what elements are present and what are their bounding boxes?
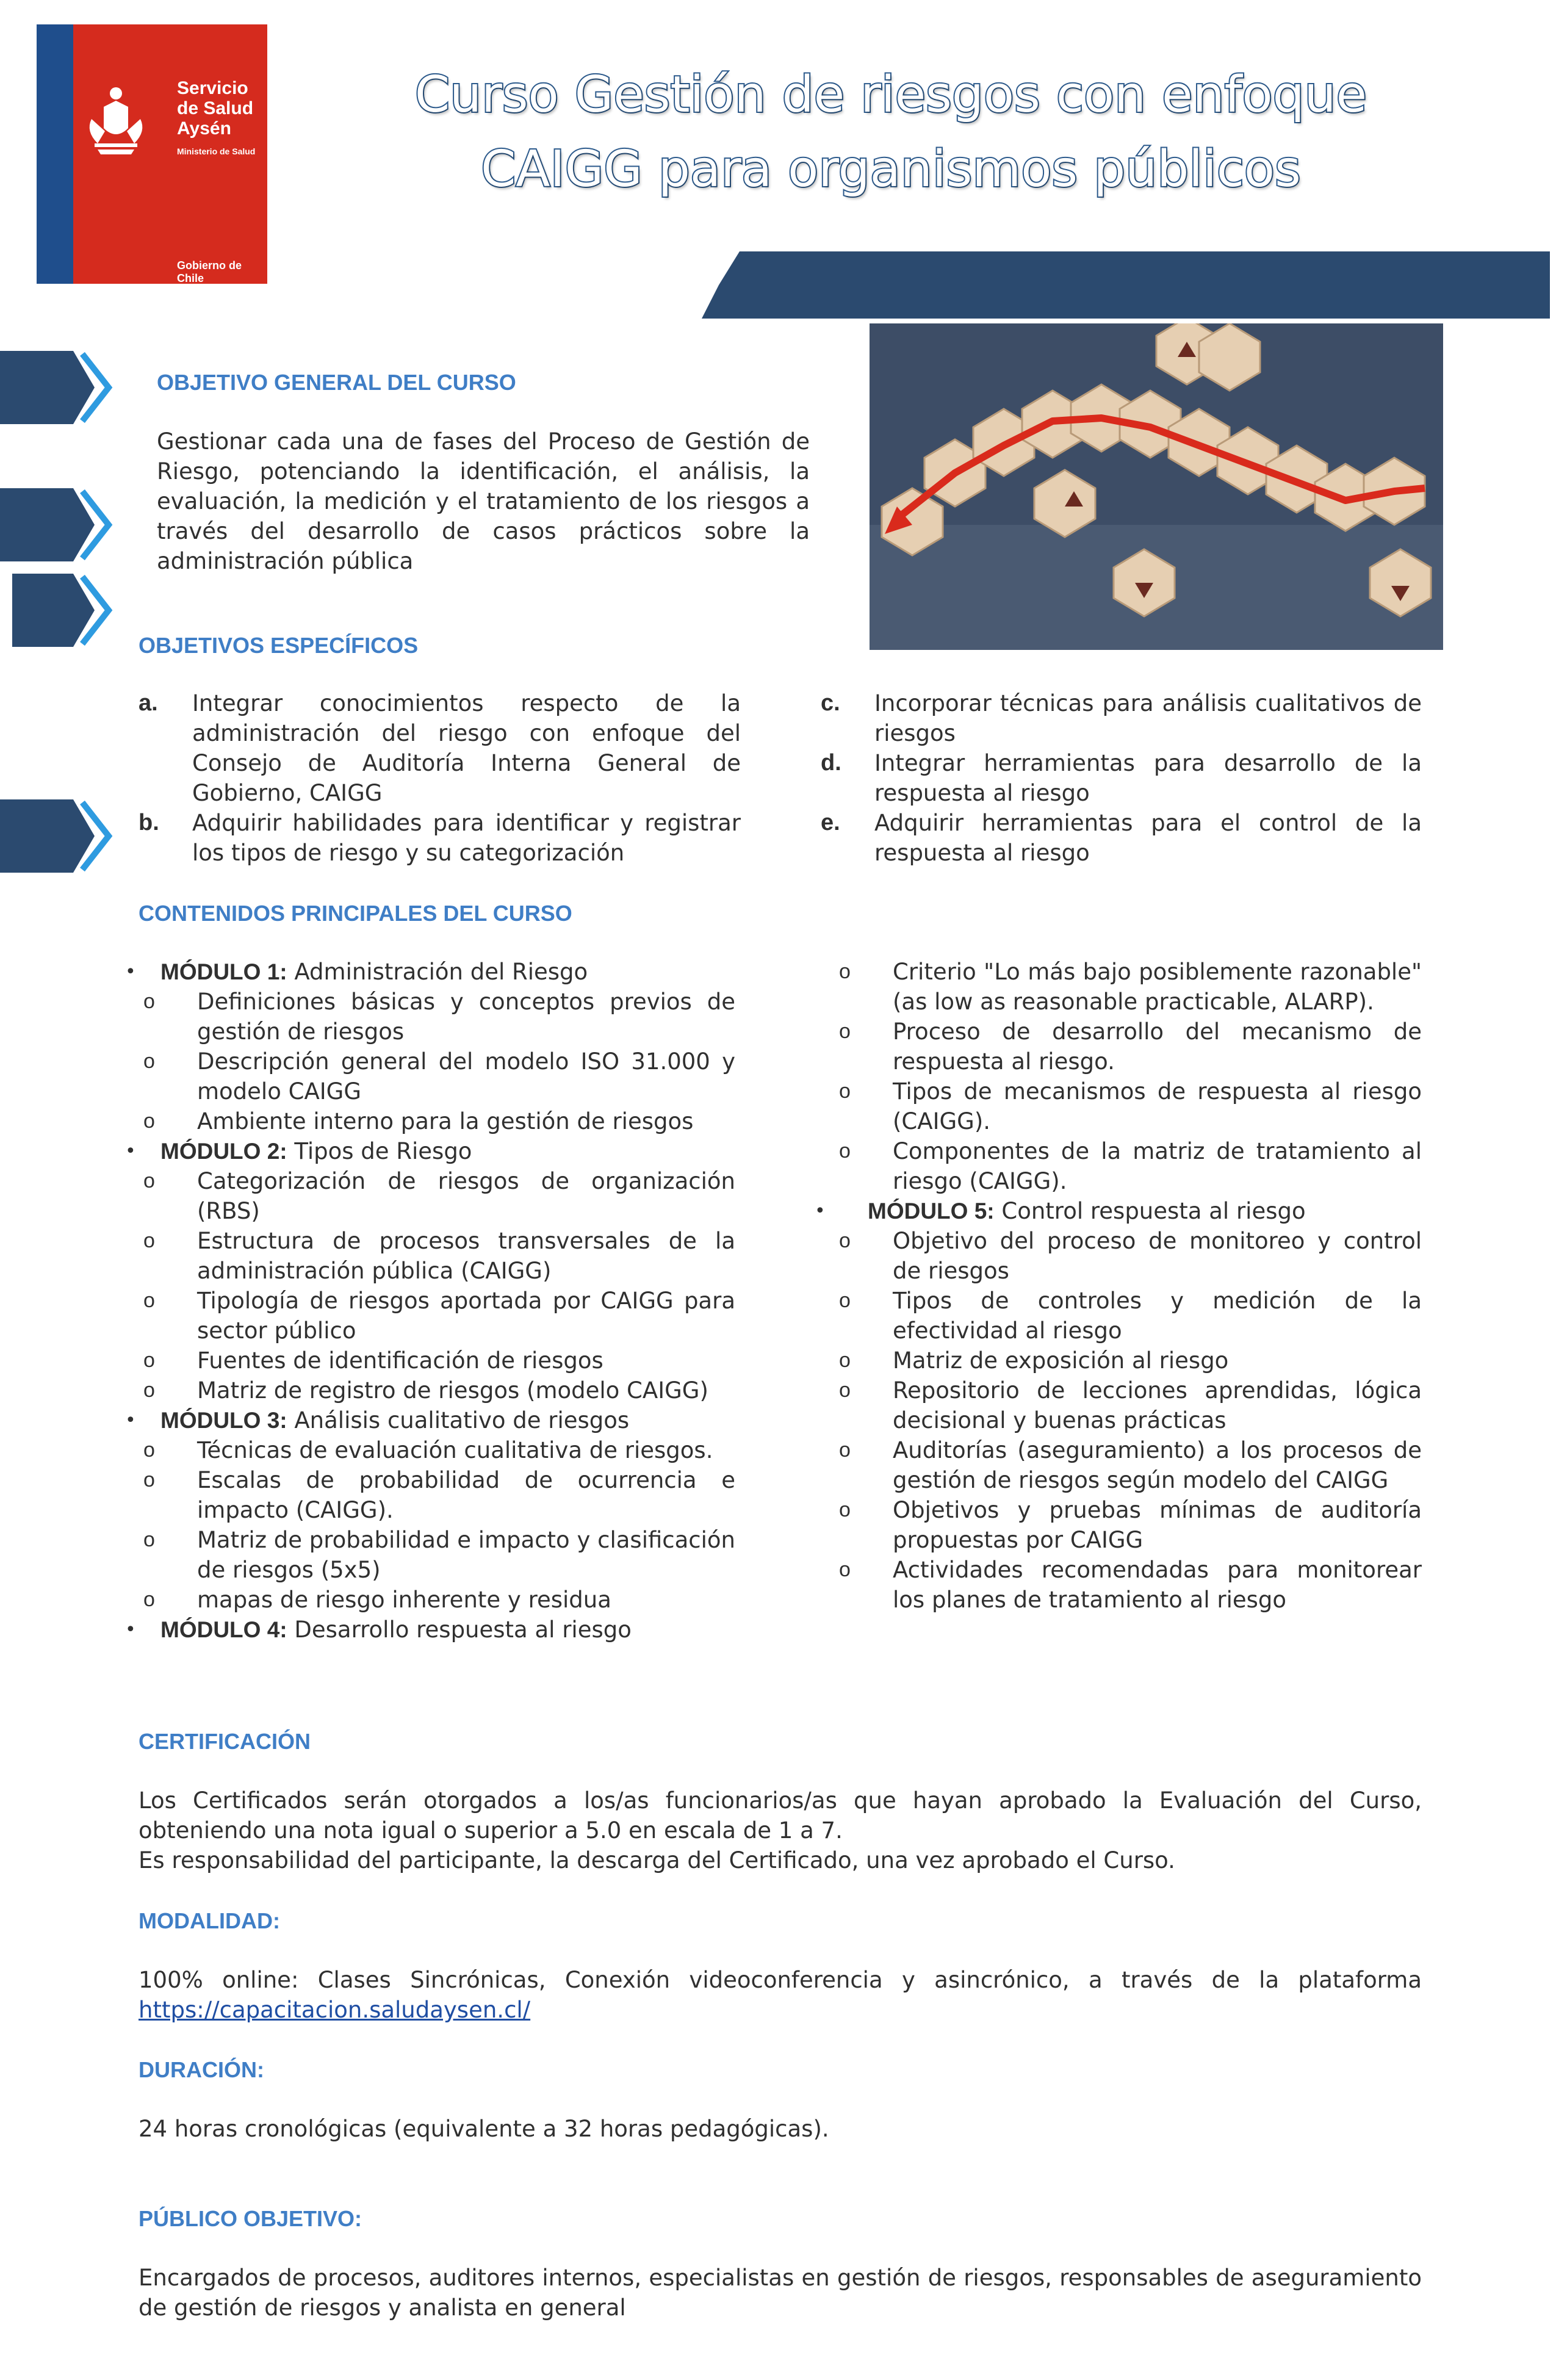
module-subitem: o Tipos de controles y medición de la efectividad al riesgo bbox=[839, 1288, 1422, 1344]
duracion-section bbox=[139, 2057, 1422, 2144]
bullet: • bbox=[125, 1410, 136, 1431]
certificacion-paragraph-1: Los Certificados serán otorgados a los/as funcionarios/as que hayan aprobado la Evaluación del Curso, obteniendo una nota igual o superior a 5.0 en escala de 1 a 7. bbox=[139, 1787, 1422, 1844]
header-band bbox=[702, 251, 1550, 319]
page-title bbox=[342, 58, 1440, 207]
module-subitem: o Estructura de procesos transversales de la administración pública (CAIGG) bbox=[143, 1228, 735, 1284]
logo-name: Servicio de Salud Aysén bbox=[177, 78, 254, 139]
title-line-1: Curso Gestión de riesgos con enfoque bbox=[414, 66, 1367, 124]
objetivo-general-text: Gestionar cada una de fases del Proceso de Gestión de Riesgo, potenciando la identificación, el análisis, la evaluación, la medición y el tratamiento de los riesgos a través del desarrollo de casos prácticos sobre la administración pública bbox=[157, 428, 810, 574]
module-subitem: o Auditorías (aseguramiento) a los procesos de gestión de riesgos según modelo del CAIGG bbox=[839, 1437, 1422, 1493]
module-subitem: o Matriz de exposición al riesgo bbox=[839, 1347, 1229, 1374]
publico-section bbox=[139, 2205, 1422, 2323]
objetivos-especificos-heading: OBJETIVOS ESPECÍFICOS bbox=[139, 633, 419, 658]
module-label: MÓDULO 5: bbox=[868, 1199, 995, 1224]
module-title: Control respuesta al riesgo bbox=[1001, 1198, 1306, 1224]
logo-blue-stripe bbox=[37, 24, 73, 284]
modalidad-section bbox=[139, 1908, 1422, 2025]
platform-link[interactable]: https://capacitacion.saludaysen.cl/ bbox=[139, 1997, 531, 2023]
objetivo-text: Integrar herramientas para desarrollo de la respuesta al riesgo bbox=[874, 750, 1422, 806]
modalidad-text bbox=[139, 1965, 1422, 2025]
module-subitem: o Definiciones básicas y conceptos previos de gestión de riesgos bbox=[143, 989, 735, 1045]
module-title: Desarrollo respuesta al riesgo bbox=[294, 1617, 632, 1643]
chile-crest-icon bbox=[79, 82, 153, 162]
bullet: • bbox=[125, 961, 136, 983]
certificacion-heading: CERTIFICACIÓN bbox=[139, 1729, 311, 1754]
module-subitem: o Matriz de probabilidad e impacto y clasificación de riesgos (5x5) bbox=[143, 1527, 736, 1583]
objetivo-letter: e. bbox=[821, 810, 840, 835]
module-title: Administración del Riesgo bbox=[294, 959, 588, 985]
contenidos-heading: CONTENIDOS PRINCIPALES DEL CURSO bbox=[139, 901, 572, 926]
module-item bbox=[125, 1615, 735, 1645]
contenidos-column-left bbox=[125, 957, 735, 1645]
module-subitem: o Técnicas de evaluación cualitativa de riesgos. bbox=[143, 1437, 713, 1463]
certificacion-text bbox=[139, 1786, 1422, 1875]
objetivos-column-left bbox=[139, 688, 741, 868]
bullet: • bbox=[125, 1141, 136, 1162]
publico-text: Encargados de procesos, auditores internos, especialistas en gestión de riesgos, responsables de aseguramiento de gestión de riesgos y analista en general bbox=[139, 2265, 1422, 2321]
objetivo-item bbox=[139, 808, 741, 868]
module-subitem: o Repositorio de lecciones aprendidas, lógica decisional y buenas prácticas bbox=[839, 1377, 1422, 1433]
module-subitem: o Categorización de riesgos de organización (RBS) bbox=[143, 1168, 735, 1224]
objetivo-letter: b. bbox=[139, 810, 159, 835]
objetivo-text: Incorporar técnicas para análisis cualitativos de riesgos bbox=[874, 690, 1422, 746]
risk-blocks-photo bbox=[870, 323, 1443, 650]
module-subitem: o Proceso de desarrollo del mecanismo de respuesta al riesgo. bbox=[839, 1019, 1422, 1075]
title-line-2: CAIGG para organismos públicos bbox=[481, 140, 1301, 198]
module-subitem: o Componentes de la matriz de tratamiento al riesgo (CAIGG). bbox=[839, 1138, 1422, 1194]
objetivo-item bbox=[821, 688, 1422, 748]
module-subitem: o Criterio "Lo más bajo posiblemente razonable" (as low as reasonable practicable, ALARP). bbox=[839, 959, 1422, 1015]
module-item bbox=[125, 1405, 735, 1435]
module-item bbox=[815, 1196, 1422, 1226]
duracion-heading: DURACIÓN: bbox=[139, 2057, 264, 2082]
logo-servicio-salud-aysen bbox=[37, 24, 267, 284]
modalidad-paragraph: 100% online: Clases Sincrónicas, Conexión videoconferencia y asincrónico, a través de la plataforma bbox=[139, 1967, 1422, 1993]
module-label: MÓDULO 3: bbox=[160, 1408, 287, 1433]
module-label: MÓDULO 4: bbox=[160, 1617, 287, 1642]
module-subitem: o Descripción general del modelo ISO 31.000 y modelo CAIGG bbox=[143, 1048, 735, 1105]
bullet: • bbox=[815, 1200, 826, 1222]
module-item bbox=[125, 1136, 735, 1166]
module-subitem: o Matriz de registro de riesgos (modelo CAIGG) bbox=[143, 1377, 708, 1404]
objetivo-item bbox=[139, 688, 741, 808]
chevron-right-icon bbox=[0, 574, 128, 647]
bullet: • bbox=[125, 1619, 136, 1640]
objetivo-item bbox=[821, 808, 1422, 868]
objetivo-text: Integrar conocimientos respecto de la administración del riesgo con enfoque del Consejo de Auditoría Interna General de Gobierno, CAIGG bbox=[192, 690, 741, 806]
contenidos-column-right bbox=[815, 957, 1422, 1615]
module-label: MÓDULO 2: bbox=[160, 1139, 287, 1164]
module-title: Tipos de Riesgo bbox=[294, 1138, 472, 1164]
certificacion-paragraph-2: Es responsabilidad del participante, la descarga del Certificado, una vez aprobado el Curso. bbox=[139, 1847, 1175, 1873]
module-label: MÓDULO 1: bbox=[160, 959, 287, 984]
module-subitem: o Tipos de mecanismos de respuesta al riesgo (CAIGG). bbox=[839, 1078, 1422, 1134]
module-subitem: o Tipología de riesgos aportada por CAIGG para sector público bbox=[143, 1288, 735, 1344]
certificacion-section bbox=[139, 1728, 1422, 1875]
chevron-right-icon bbox=[0, 351, 128, 424]
objetivo-letter: d. bbox=[821, 750, 841, 776]
chevron-right-icon bbox=[0, 799, 128, 873]
module-subitem: o mapas de riesgo inherente y residua bbox=[143, 1587, 611, 1613]
module-subitem: o Escalas de probabilidad de ocurrencia e impacto (CAIGG). bbox=[143, 1467, 735, 1523]
module-item bbox=[125, 957, 735, 987]
objetivo-letter: a. bbox=[139, 690, 158, 716]
objetivo-general-heading: OBJETIVO GENERAL DEL CURSO bbox=[157, 370, 516, 395]
objetivo-general-section bbox=[157, 369, 810, 576]
objetivo-text: Adquirir herramientas para el control de la respuesta al riesgo bbox=[874, 810, 1422, 866]
objetivos-column-right bbox=[821, 688, 1422, 868]
module-subitem: o Objetivo del proceso de monitoreo y control de riesgos bbox=[839, 1228, 1422, 1284]
module-subitem: o Fuentes de identificación de riesgos bbox=[143, 1347, 603, 1374]
module-subitem: o Objetivos y pruebas mínimas de auditoría propuestas por CAIGG bbox=[839, 1497, 1422, 1553]
objetivo-text: Adquirir habilidades para identificar y registrar los tipos de riesgo y su categorización bbox=[192, 810, 741, 866]
publico-heading: PÚBLICO OBJETIVO: bbox=[139, 2206, 362, 2231]
logo-government: Gobierno de Chile bbox=[177, 259, 242, 284]
objetivo-letter: c. bbox=[821, 690, 840, 716]
objetivo-item bbox=[821, 748, 1422, 808]
duracion-text: 24 horas cronológicas (equivalente a 32 horas pedagógicas). bbox=[139, 2116, 829, 2142]
module-title: Análisis cualitativo de riesgos bbox=[294, 1407, 630, 1433]
chevron-right-icon bbox=[0, 488, 128, 561]
module-subitem: o Ambiente interno para la gestión de riesgos bbox=[143, 1108, 694, 1134]
logo-ministry: Ministerio de Salud bbox=[177, 146, 256, 156]
modalidad-heading: MODALIDAD: bbox=[139, 1908, 280, 1933]
module-subitem: o Actividades recomendadas para monitorear los planes de tratamiento al riesgo bbox=[839, 1557, 1422, 1613]
